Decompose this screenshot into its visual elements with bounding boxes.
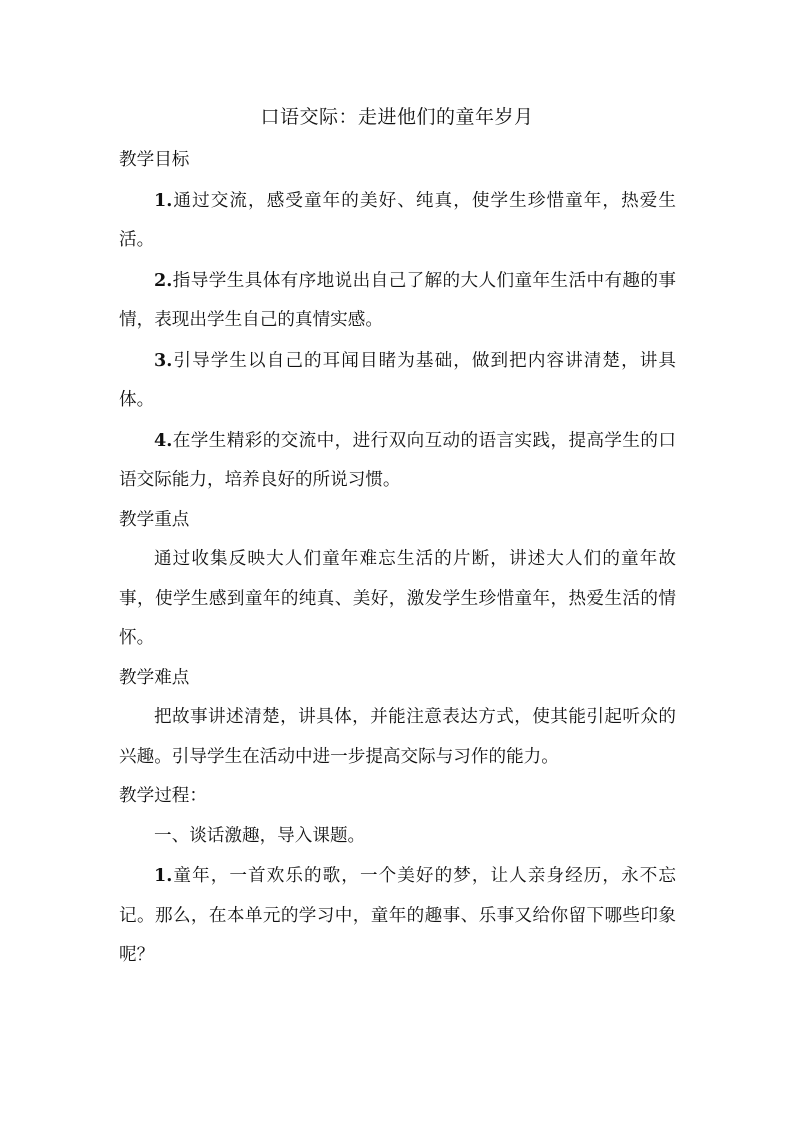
section-heading-objectives: 教学目标: [119, 150, 190, 170]
document-body: [119, 141, 676, 976]
section-heading-key-points: 教学重点: [119, 509, 190, 530]
item-text: 通过交流，感受童年的美好、纯真，使学生珍惜童年，热爱生活。: [119, 190, 676, 250]
objective-item-3: [119, 341, 676, 421]
item-text: 引导学生以自己的耳闻目睹为基础，做到把内容讲清楚，讲具体。: [119, 350, 676, 410]
item-number: 2.: [154, 269, 173, 291]
section-heading-process: 教学过程：: [119, 786, 207, 806]
objective-item-1: [119, 181, 676, 261]
item-number: 1.: [154, 865, 173, 886]
objective-item-2: [119, 261, 676, 341]
key-points-paragraph: 通过收集反映大人们童年难忘生活的片断，讲述大人们的童年故事，使学生感到童年的纯真、美好，激发学生珍惜童年，热爱生活的情怀。: [119, 549, 676, 648]
section-heading-difficulties: 教学难点: [119, 667, 190, 688]
item-text: 指导学生具体有序地说出自己了解的大人们童年生活中有趣的事情，表现出学生自己的真情实感。: [119, 270, 676, 330]
item-text: 在学生精彩的交流中，进行双向互动的语言实践，提高学生的口语交际能力，培养良好的所说习惯。: [119, 430, 676, 490]
difficulties-paragraph: 把故事讲述清楚，讲具体，并能注意表达方式，使其能引起听众的兴趣。引导学生在活动中进一步提高交际与习作的能力。: [119, 707, 676, 767]
process-step-heading: 一、谈话激趣，导入课题。: [154, 825, 366, 846]
objective-item-4: [119, 421, 676, 501]
item-number: 1.: [154, 189, 173, 211]
item-number: 4.: [154, 429, 173, 451]
item-number: 3.: [154, 349, 173, 371]
item-text: 童年，一首欢乐的歌，一个美好的梦，让人亲身经历，永不忘记。那么，在本单元的学习中，童年的趣事、乐事又给你留下哪些印象呢？: [119, 866, 676, 965]
process-item-1: [119, 856, 676, 976]
document-title: 口语交际：走进他们的童年岁月: [260, 106, 534, 128]
